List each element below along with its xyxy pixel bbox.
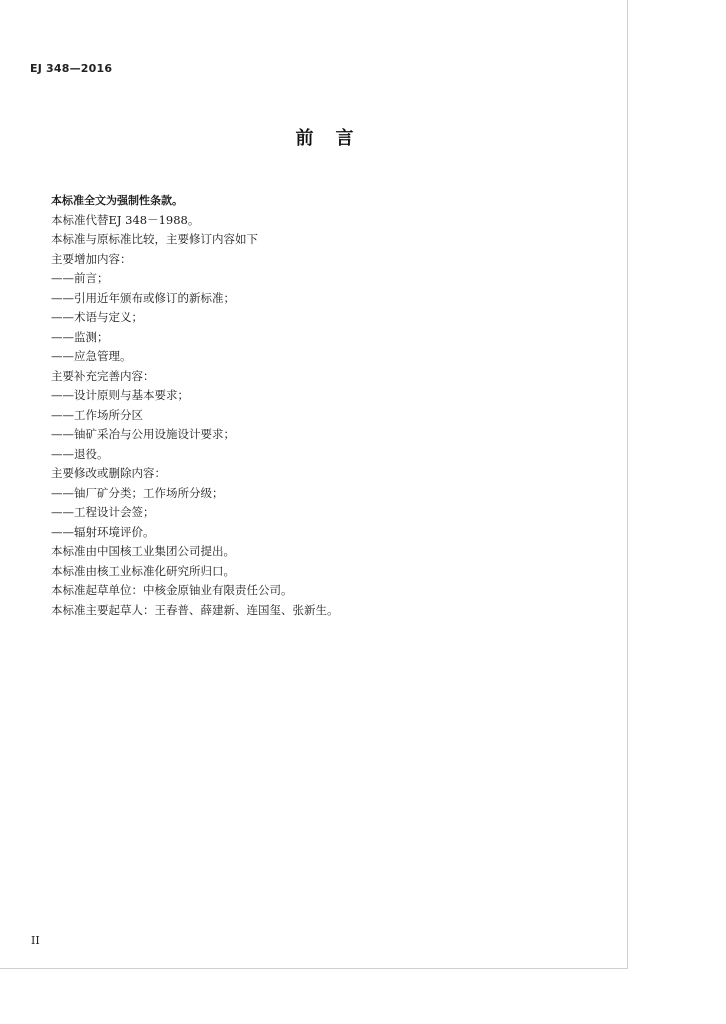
text-line: 本标准全文为强制性条款。	[51, 194, 183, 207]
page-title: 前言	[295, 128, 376, 149]
text-line: 主要补充完善内容：	[51, 368, 155, 383]
text-line: 主要修改或删除内容：	[51, 466, 166, 480]
text-line: 本标准主要起草人：王春普、薛建新、连国玺、张新生。	[51, 602, 339, 617]
text-line: 本标准起草单位：中核金原铀业有限责任公司。	[51, 583, 293, 597]
list-item: ——监测；	[51, 329, 109, 344]
list-item: ——工作场所分区	[51, 407, 143, 422]
text-line: 本标准与原标准比较，主要修订内容如下	[51, 232, 258, 246]
list-item: ——工程设计会签；	[51, 505, 155, 519]
foreword-body	[51, 191, 611, 620]
list-item: ——铀矿采冶与公用设施设计要求；	[51, 427, 235, 441]
text-line: 本标准代替EJ 348－1988。	[51, 212, 200, 227]
text-line: 本标准由中国核工业集团公司提出。	[51, 544, 235, 558]
document-code: EJ 348—2016	[30, 62, 113, 75]
list-item: ——退役。	[51, 446, 109, 461]
list-item: ——引用近年颁布或修订的新标准；	[51, 290, 235, 305]
list-item: ——术语与定义；	[51, 310, 143, 324]
text-line: 主要增加内容：	[51, 251, 132, 266]
list-item: ——铀厂矿分类；工作场所分级；	[51, 485, 224, 500]
list-item: ——应急管理。	[51, 349, 132, 363]
list-item: ——设计原则与基本要求；	[51, 388, 189, 402]
list-item: ——前言；	[51, 271, 109, 285]
text-line: 本标准由核工业标准化研究所归口。	[51, 563, 235, 578]
page-number: II	[31, 934, 40, 947]
list-item: ——辐射环境评价。	[51, 524, 155, 539]
